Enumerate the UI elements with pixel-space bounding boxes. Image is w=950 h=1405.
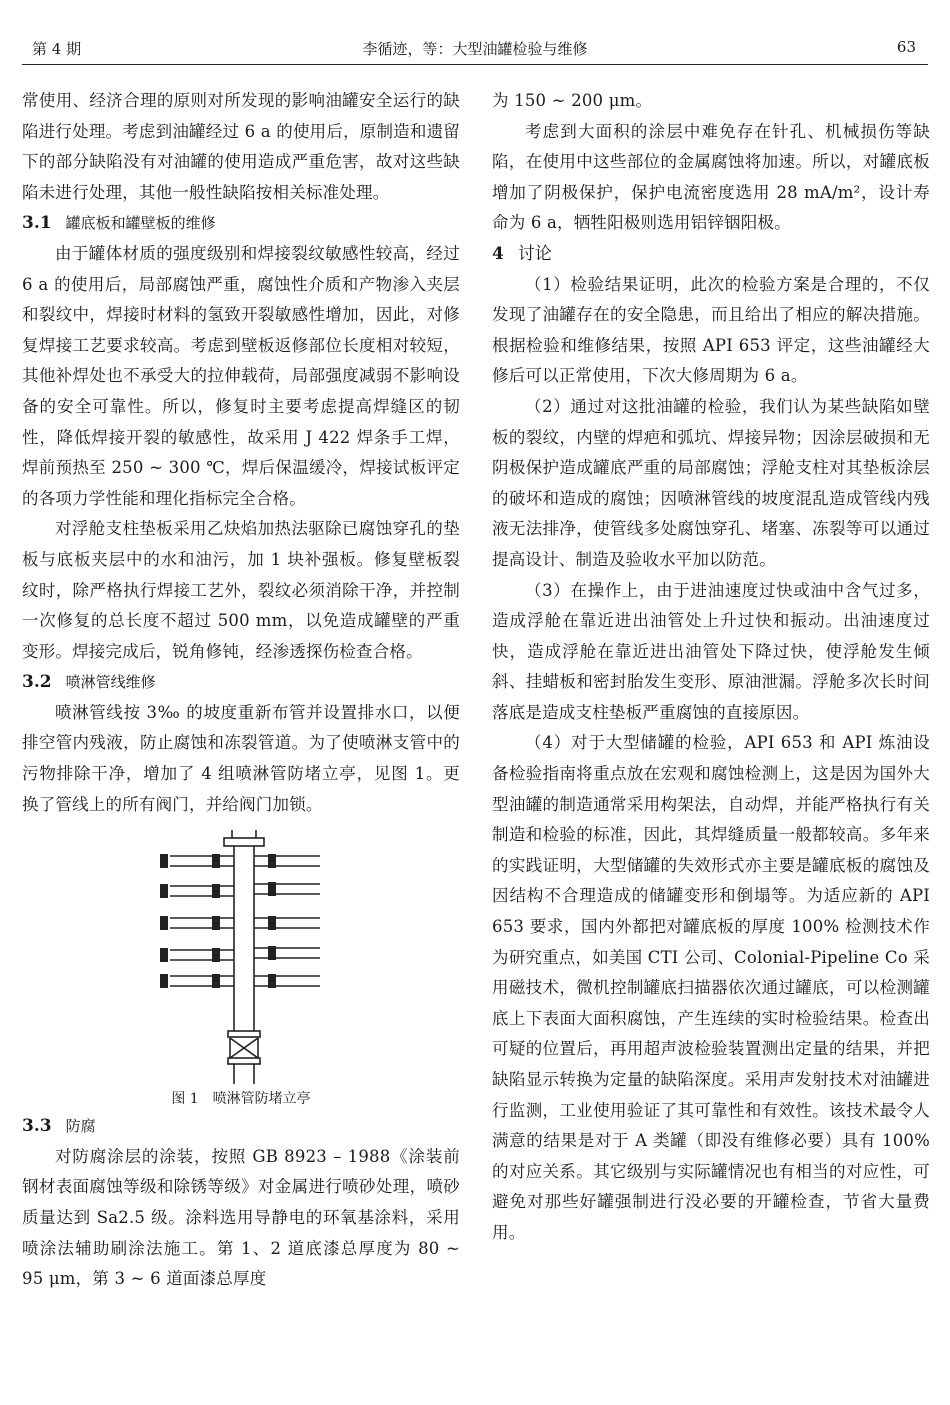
section-title: 罐底板和罐壁板的维修 [65,214,216,233]
section-3-1-heading [22,208,460,239]
section-number: 4 [492,243,504,264]
paragraph: 由于罐体材质的强度级别和焊接裂纹敏感性较高，经过 6 a 的使用后，局部腐蚀严重，腐蚀性介质和产物渗入夹层和裂纹中，焊接时材料的氢致开裂敏感性增加，因此，对修复焊接工艺要求较高。考虑到壁板返修部位长度相对较短，其他补焊处也不承受大的拉伸载荷，局部强度减弱不影响设备的安全可靠性。所以，修复时主要考虑提高焊缝区的韧性，降低焊接开裂的敏感性，故采用 J 422 焊条手工焊，焊前预热至 250 ~ 300 ℃，焊后保温缓冷，焊接试板评定的各项力学性能和理化指标完全合格。 [22,243,460,508]
figure-number: 图 1 [171,1091,199,1108]
figure-caption [22,1088,460,1108]
figure-1 [22,826,460,1111]
discussion-item-2: （2）通过对这批油罐的检验，我们认为某些缺陷如壁板的裂纹，内壁的焊疤和弧坑、焊接异物；因涂层破损和无阴极保护造成罐底严重的局部腐蚀；浮舱支柱对其垫板涂层的破坏和造成的腐蚀；因喷淋管线的坡度混乱造成管线内残液无法排净，使管线多处腐蚀穿孔、堵塞、冻裂等可以通过提高设计、制造及验收水平加以防范。 [492,396,930,569]
discussion-item-3: （3）在操作上，由于进油速度过快或油中含气过多，造成浮舱在靠近进出油管处上升过快和振动。出油速度过快，造成浮舱在靠近进出油管处下降过快，使浮舱发生倾斜、挂蜡板和密封胎发生变形、原油泄漏。浮舱多次长时间落底是造成支柱垫板严重腐蚀的直接原因。 [492,580,930,722]
section-number: 3.1 [22,213,52,234]
section-3-3-heading [22,1111,460,1142]
paragraph: 对浮舱支柱垫板采用乙炔焰加热法驱除已腐蚀穿孔的垫板与底板夹层中的水和油污，加 1 块补强板。修复壁板裂纹时，除严格执行焊接工艺外，裂纹必须消除干净，并控制一次修复的总长度不超过 500 mm，以免造成罐壁的严重变形。焊接完成后，锐角修钝，经渗透探伤检查合格。 [22,519,460,661]
intro-paragraph: 常使用、经济合理的原则对所发现的影响油罐安全运行的缺陷进行处理。考虑到油罐经过 6 a 的使用后，原制造和遗留下的部分缺陷没有对油罐的使用造成严重危害，故对这些缺陷未进行处理，其他一般性缺陷按相关标准处理。 [22,91,460,202]
section-title: 喷淋管线维修 [65,673,156,692]
figure-title: 喷淋管防堵立亭 [212,1091,311,1108]
page-number: 63 [896,38,916,56]
discussion-item-4: （4）对于大型储罐的检验，API 653 和 API 炼油设备检验指南将重点放在宏观和腐蚀检测上，这是因为国外大型油罐的制造通常采用构架法，自动焊，并能严格执行有关制造和检验的标准，因此，其焊缝质量一般都较高。多年来的实践证明，大型储罐的失效形式亦主要是罐底板的腐蚀及因结构不合理造成的储罐变形和倒塌等。为适应新的 API 653 要求，国内外都把对罐底板的厚度 100% 检测技术作为研究重点，如美国 CTI 公司、Colonial-Pipeline Co 采用磁技术，微机控制罐底扫描器依次通过罐底，可以检测罐底上下表面大面积腐蚀，产生连续的实时检验结果。检查出可疑的位置后，再用超声波检验装置测出定量的结果，并把缺陷显示转换为定量的缺陷深度。采用声发射技术对油罐进行监测，工业使用验证了其可靠性和有效性。该技术最令人满意的结果是对于 A 类罐（即没有维修必要）具有 100% 的对应关系。其它级别与实际罐情况也有相当的对应性，可避免对那些好罐强制进行没必要的开罐检查，节省大量费用。 [492,733,931,1242]
running-title: 李循迹，等：大型油罐检验与维修 [362,40,588,58]
section-title: 防腐 [65,1117,96,1136]
header-rule [22,64,928,65]
paragraph: 考虑到大面积的涂层中难免存在针孔、机械损伤等缺陷，在使用中这些部位的金属腐蚀将加速。所以，对罐底板增加了阴极保护，保护电流密度选用 28 mA/m²，设计寿命为 6 a，牺牲阳极则选用铝锌铟阳极。 [492,121,930,233]
right-column [492,86,930,1249]
page-header [22,32,928,62]
discussion-item-1: （1）检验结果证明，此次的检验方案是合理的，不仅发现了油罐存在的安全隐患，而且给出了相应的解决措施。根据检验和维修结果，按照 API 653 评定，这些油罐经大修后可以正常使用，下次大修周期为 6 a。 [492,274,930,386]
continued-paragraph: 为 150 ~ 200 μm。 [492,91,653,110]
paragraph: 喷淋管线按 3‰ 的坡度重新布管并设置排水口，以便排空管内残液，防止腐蚀和冻裂管道。为了使喷淋支管中的污物排除干净，增加了 4 组喷淋管防堵立亭，见图 1。更换了管线上的所有阀门，并给阀门加锁。 [22,702,460,814]
section-number: 3.2 [22,672,52,693]
section-title: 讨论 [517,243,552,264]
section-4-heading [492,239,930,270]
section-3-2-heading [22,667,460,698]
section-number: 3.3 [22,1116,52,1137]
left-column [22,86,460,1295]
journal-issue: 第 4 期 [32,40,82,58]
spray-pipe-standpipe-diagram [152,826,332,1084]
paragraph: 对防腐涂层的涂装，按照 GB 8923 – 1988《涂装前钢材表面腐蚀等级和除锈等级》对金属进行喷砂处理，喷砂质量达到 Sa2.5 级。涂料选用导静电的环氧基涂料，采用喷涂法辅助刷涂法施工。第 1、2 道底漆总厚度为 80 ~ 95 μm，第 3 ~ 6 道面漆总厚度 [22,1146,460,1289]
